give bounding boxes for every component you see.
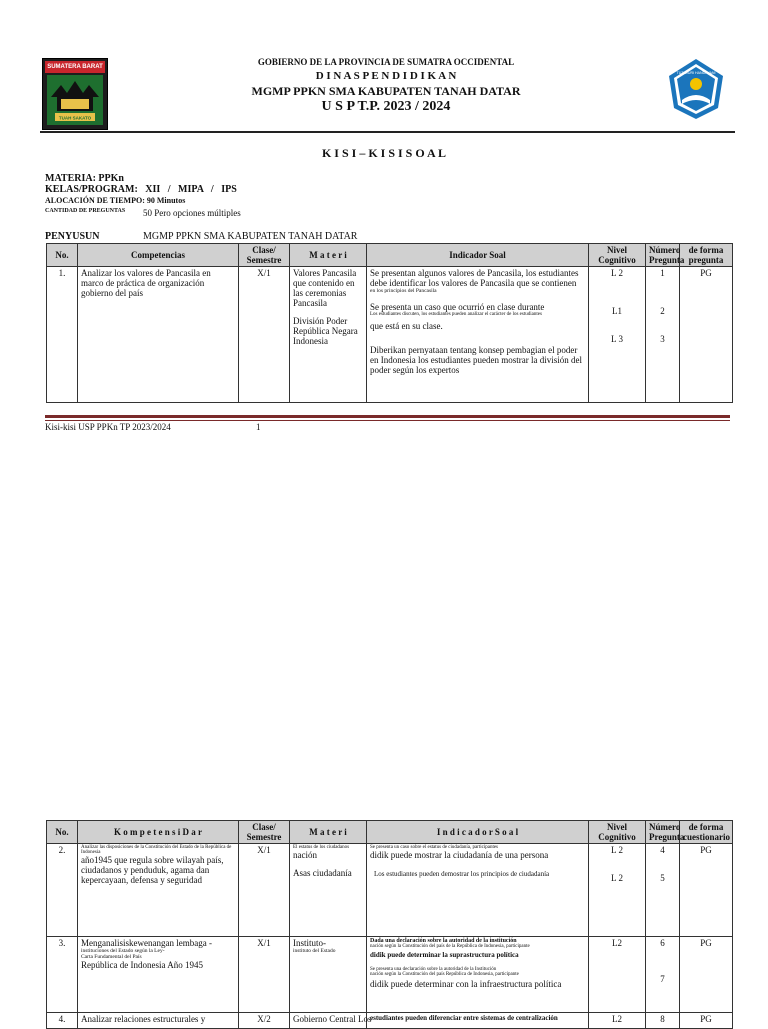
row-indicador xyxy=(367,267,589,403)
kelas-label: KELAS/PROGRAM: XII / MIPA / IPS xyxy=(45,184,237,195)
row-competencia xyxy=(78,937,239,1013)
row-numero xyxy=(646,937,680,1013)
penyusun-label: PENYUSUN xyxy=(45,231,100,242)
materi-b: División Poder República Negara Indonesia xyxy=(293,316,358,346)
logo-left-emblem xyxy=(47,75,103,125)
materia-label: MATERIA: PPKn xyxy=(45,173,124,184)
row-clase: X/1 xyxy=(239,937,290,1013)
col-numero: Número Pregunta xyxy=(646,821,680,844)
table-row xyxy=(47,937,733,1013)
tut-wuri-emblem-icon xyxy=(668,58,724,120)
row-competencia: Analizar los valores de Pancasila en marco de práctica de organización gobierno del país xyxy=(78,267,239,403)
materi-small: El estatus de los ciudadanos xyxy=(293,845,350,850)
indicador-2: Se presenta un caso que ocurrió en clase durante xyxy=(370,302,545,312)
footer-divider-thick xyxy=(45,415,730,418)
numero-1: 6 xyxy=(660,938,665,948)
page-number: 1 xyxy=(256,422,261,432)
row-indicador: estudiantes pueden diferenciar entre sistemas de centralización xyxy=(367,1013,589,1029)
kisi-table-1 xyxy=(46,243,733,403)
alokasi-label: ALOCACIÓN DE TIEMPO: 90 Minutos xyxy=(45,196,186,205)
comp-small: instituciones del Estado según la Ley- xyxy=(81,948,165,954)
row-no: 4. xyxy=(47,1013,78,1029)
row-clase: X/2 xyxy=(239,1013,290,1029)
numero-3: 3 xyxy=(660,334,665,344)
indicador-2-small: nación según la Constitución del país República de Indonesia, participante xyxy=(370,972,519,977)
nivel-1: L 2 xyxy=(611,845,623,855)
col-kompetensi: K o m p e t e n s i D a r xyxy=(78,821,239,844)
row-materi xyxy=(290,937,367,1013)
materi-a: Valores Pancasila que contenido en las ceremonias Pancasila xyxy=(293,268,357,308)
row-nivel: L2 xyxy=(589,1013,646,1029)
col-no: No. xyxy=(47,821,78,844)
indicador-3: Diberikan pernyataan tentang konsep pembagian el poder en Indonesia los estudiantes pueden mostrar la división del poder según los expertos xyxy=(370,345,582,375)
logo-right-text: TUT WURI HANDAYANI xyxy=(676,71,716,75)
col-competencias: Competencias xyxy=(78,244,239,267)
header-mgmp: MGMP PPKN SMA KABUPATEN TANAH DATAR xyxy=(251,84,521,98)
row-numero xyxy=(646,844,680,937)
logo-left-motto: TUAH SAKATO xyxy=(58,115,92,121)
cantidad-label: CANTIDAD DE PREGUNTAS xyxy=(45,208,126,214)
row-competencia: Analizar relaciones estructurales y xyxy=(78,1013,239,1029)
indicador-2b: didik puede determinar con la infraestructura política xyxy=(370,979,562,989)
indicador-1-small: nación según la Constitución del país de la República de Indonesia, participante xyxy=(370,944,530,949)
numero-2: 7 xyxy=(660,974,665,984)
numero-2: 2 xyxy=(660,306,665,316)
row-no: 1. xyxy=(47,267,78,403)
logo-left-banner: SUMATERA BARAT xyxy=(45,61,105,73)
indicador-2b: que está en su clase. xyxy=(370,321,443,331)
materi-a: nación xyxy=(293,850,317,860)
numero-2: 5 xyxy=(660,873,665,883)
materi-small: instituto del Estado xyxy=(293,948,336,954)
document-title: K I S I – K I S I S O A L xyxy=(321,146,447,160)
row-nivel: L2 xyxy=(589,937,646,1013)
row-numero: 8 xyxy=(646,1013,680,1029)
indicador-1-small: en los principios del Pancasila xyxy=(370,288,437,294)
table-row xyxy=(47,1013,733,1029)
table-row xyxy=(47,267,733,403)
numero-1: 1 xyxy=(660,268,665,278)
col-forma: de forma cuestionario xyxy=(680,821,733,844)
row-nivel xyxy=(589,844,646,937)
indicador-2: Se presenta una declaración sobre la autoridad de la Institución xyxy=(370,967,497,972)
row-indicador xyxy=(367,937,589,1013)
nivel-2: L1 xyxy=(612,306,622,316)
col-clase: Clase/ Semestre xyxy=(239,821,290,844)
comp-small-2: Carta Fundamental del País xyxy=(81,954,142,960)
rumah-gadang-icon xyxy=(47,75,103,125)
row-materi xyxy=(290,844,367,937)
indicador-1: Se presentan algunos valores de Pancasila, los estudiantes debe identificar los valores de Pancasila que se contienen xyxy=(370,268,579,288)
indicador-1: didik puede mostrar la ciudadanía de una persona xyxy=(370,850,549,860)
indicador-small: Se presenta un caso sobre el estatus de ciudadanía, participantes xyxy=(370,845,499,850)
table-row xyxy=(47,844,733,937)
col-clase: Clase/ Semestre xyxy=(239,244,290,267)
row-no: 3. xyxy=(47,937,78,1013)
footer-text: Kisi-kisi USP PPKn TP 2023/2024 xyxy=(45,422,171,432)
header-dinas: D I N A S P E N D I D I K A N xyxy=(315,70,457,82)
indicador-2-small: Los estudiantes discuten, los estudiantes pueden analizar el carácter de los estudiantes xyxy=(370,312,542,317)
row-forma: PG xyxy=(680,937,733,1013)
cantidad-value: 50 Pero opciones múltiples xyxy=(143,208,241,218)
header-government: GOBIERNO DE LA PROVINCIA DE SUMATRA OCCIDENTAL xyxy=(257,57,515,67)
nivel-2: L 2 xyxy=(611,873,623,883)
row-no: 2. xyxy=(47,844,78,937)
col-nivel: Nivel Cognitivo xyxy=(589,244,646,267)
comp-text-b: República de Indonesia Año 1945 xyxy=(81,960,203,970)
col-numero: Número Pregunta xyxy=(646,244,680,267)
row-numero xyxy=(646,267,680,403)
materi-b: Asas ciudadanía xyxy=(293,868,352,878)
tut-wuri-handayani-logo xyxy=(668,58,724,120)
comp-text: año1945 que regula sobre wilayah país, ciudadanos y penduduk, agama dan kepercayaan, defensa y seguridad xyxy=(81,855,224,885)
row-materi xyxy=(290,267,367,403)
col-materi: M a t e r i xyxy=(290,821,367,844)
header-usp: U S P T.P. 2023 / 2024 xyxy=(321,99,451,114)
row-forma: PG xyxy=(680,267,733,403)
indicador-1: Dada una declaración sobre la autoridad de la institución xyxy=(370,938,517,944)
west-sumatra-logo xyxy=(42,58,108,130)
comp-text: Menganalisiskewenangan lembaga - xyxy=(81,938,212,948)
col-forma: de forma pregunta xyxy=(680,244,733,267)
row-clase: X/1 xyxy=(239,844,290,937)
table-header-row xyxy=(47,244,733,267)
row-indicador xyxy=(367,844,589,937)
row-competencia xyxy=(78,844,239,937)
col-materi: M a t e r i xyxy=(290,244,367,267)
row-forma: PG xyxy=(680,844,733,937)
row-forma: PG xyxy=(680,1013,733,1029)
row-materi: Gobierno Central Los xyxy=(290,1013,367,1029)
col-indicador: Indicador Soal xyxy=(367,244,589,267)
penyusun-value: MGMP PPKN SMA KABUPATEN TANAH DATAR xyxy=(143,231,358,242)
col-indicador: I n d i c a d o r S o a l xyxy=(367,821,589,844)
footer-divider-thin xyxy=(45,420,730,421)
row-nivel xyxy=(589,267,646,403)
indicador-2: Los estudiantes pueden demostrar los principios de ciudadanía xyxy=(374,870,550,878)
col-nivel: Nivel Cognitivo xyxy=(589,821,646,844)
nivel-3: L 3 xyxy=(611,334,623,344)
kisi-table-2 xyxy=(46,820,733,1029)
header-divider xyxy=(40,131,735,133)
indicador-1b: didik puede determinar la suprastructura política xyxy=(370,951,519,959)
numero-1: 4 xyxy=(660,845,665,855)
table-header-row xyxy=(47,821,733,844)
comp-small: Analizar las disposiciones de la Constitución del Estado de la República de Indonesia xyxy=(81,845,232,855)
col-no: No. xyxy=(47,244,78,267)
row-clase: X/1 xyxy=(239,267,290,403)
nivel-1: L 2 xyxy=(611,268,623,278)
materi-a: Instituto- xyxy=(293,938,326,948)
